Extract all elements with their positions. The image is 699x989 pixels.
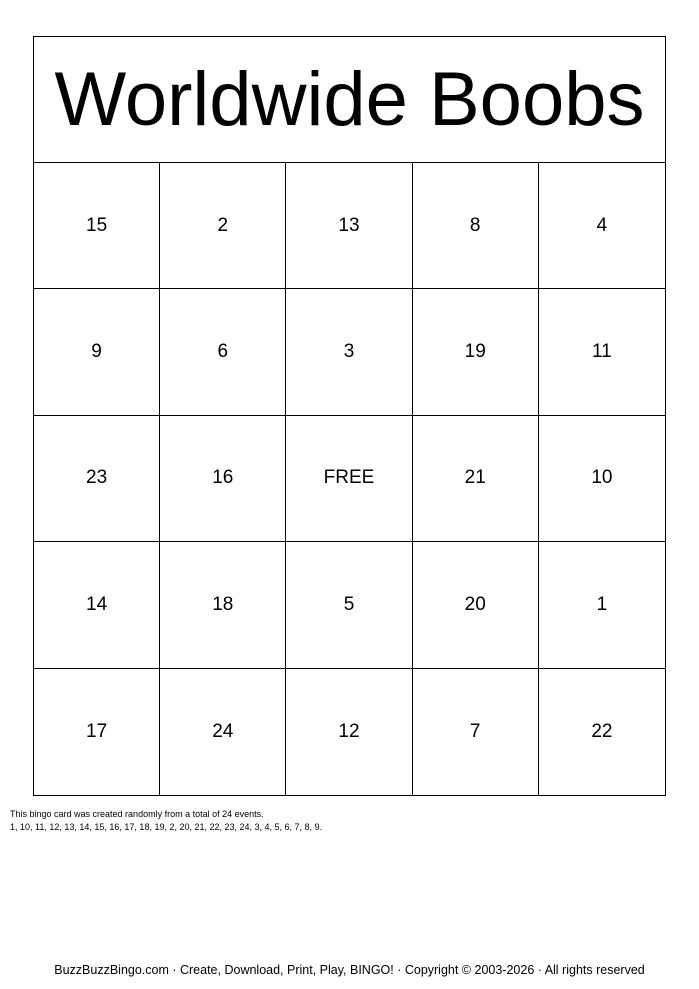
bingo-grid [34, 163, 665, 795]
bingo-cell: 17 [34, 669, 160, 795]
bingo-cell: 23 [34, 416, 160, 542]
bingo-cell: 3 [286, 289, 412, 415]
bingo-cell: 10 [539, 416, 665, 542]
bingo-cell: 8 [413, 163, 539, 289]
card-title: Worldwide Boobs [54, 56, 645, 142]
card-info [10, 808, 322, 834]
bingo-cell: 6 [160, 289, 286, 415]
bingo-cell: 16 [160, 416, 286, 542]
bingo-cell: 20 [413, 542, 539, 668]
bingo-cell: 12 [286, 669, 412, 795]
title-box [34, 37, 665, 163]
bingo-cell: 4 [539, 163, 665, 289]
bingo-cell: 5 [286, 542, 412, 668]
bingo-cell: 24 [160, 669, 286, 795]
bingo-cell: 2 [160, 163, 286, 289]
bingo-cell: 13 [286, 163, 412, 289]
bingo-cell: 9 [34, 289, 160, 415]
bingo-cell: 19 [413, 289, 539, 415]
bingo-cell: 14 [34, 542, 160, 668]
bingo-cell: 21 [413, 416, 539, 542]
bingo-cell: 1 [539, 542, 665, 668]
bingo-cell: 22 [591, 720, 613, 742]
bingo-cell: 15 [34, 163, 160, 289]
bingo-cell: 11 [539, 289, 665, 415]
bingo-card [33, 36, 666, 796]
free-space-cell: FREE [286, 416, 412, 542]
footer-copyright: BuzzBuzzBingo.com · Create, Download, Print, Play, BINGO! · Copyright © 2003-2026 · All rights reserved [54, 963, 645, 977]
info-event-list: 1, 10, 11, 12, 13, 14, 15, 16, 17, 18, 19, 2, 20, 21, 22, 23, 24, 3, 4, 5, 6, 7, 8, 9. [10, 822, 323, 832]
info-summary: This bingo card was created randomly from a total of 24 events. [10, 809, 264, 819]
bingo-cell: 18 [160, 542, 286, 668]
bingo-cell: 7 [413, 669, 539, 795]
